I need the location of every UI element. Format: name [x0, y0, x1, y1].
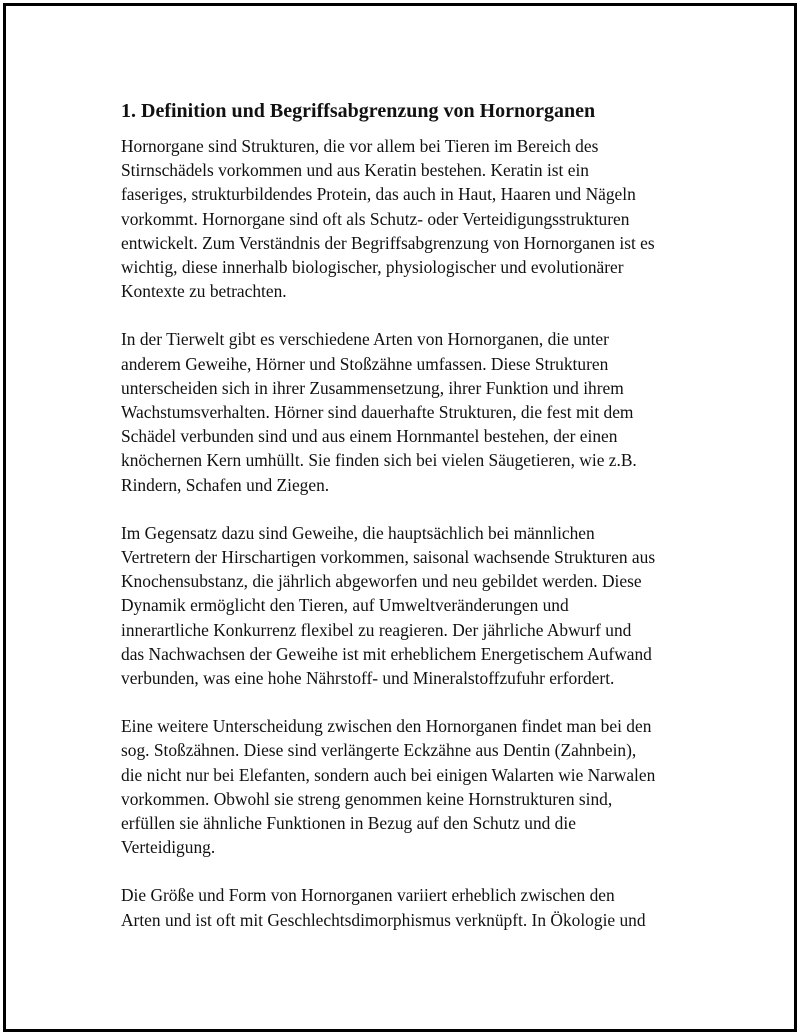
- text-line: das Nachwachsen der Geweihe ist mit erheblichem Energetischem Aufwand: [121, 643, 652, 664]
- text-line: Hornorgane sind Strukturen, die vor allem bei Tieren im Bereich des: [121, 136, 599, 156]
- paragraph-1: [121, 134, 701, 303]
- text-line: die nicht nur bei Elefanten, sondern auch bei einigen Walarten wie Narwalen: [121, 764, 656, 785]
- text-line: entwickelt. Zum Verständnis der Begriffsabgrenzung von Hornorganen ist es: [121, 232, 655, 253]
- text-line: Rindern, Schafen und Ziegen.: [121, 474, 330, 495]
- paragraph-4: [121, 714, 701, 859]
- text-line: vorkommt. Hornorgane sind oft als Schutz- oder Verteidigungsstrukturen: [121, 208, 630, 229]
- text-line: knöchernen Kern umhüllt. Sie finden sich bei vielen Säugetieren, wie z.B.: [121, 450, 637, 471]
- text-line: vorkommen. Obwohl sie streng genommen keine Hornstrukturen sind,: [121, 788, 613, 809]
- text-line: innerartliche Konkurrenz flexibel zu reagieren. Der jährliche Abwurf und: [121, 619, 632, 640]
- text-line: anderem Geweihe, Hörner und Stoßzähne umfassen. Diese Strukturen: [121, 353, 609, 374]
- text-line: Arten und ist oft mit Geschlechtsdimorphismus verknüpft. In Ökologie und: [121, 909, 646, 930]
- text-line: Eine weitere Unterscheidung zwischen den Hornorganen findet man bei den: [121, 716, 652, 737]
- text-line: faseriges, strukturbildendes Protein, das auch in Haut, Haaren und Nägeln: [121, 184, 636, 205]
- text-line: erfüllen sie ähnliche Funktionen in Bezug auf den Schutz und die: [121, 813, 576, 834]
- paragraph-5: [121, 883, 701, 931]
- text-line: Verteidigung.: [121, 837, 216, 858]
- text-line: unterscheiden sich in ihrer Zusammensetzung, ihrer Funktion und ihrem: [121, 377, 624, 398]
- paragraph-3: [121, 521, 701, 690]
- text-line: verbunden, was eine hohe Nährstoff- und Mineralstoffzufuhr erfordert.: [121, 668, 615, 689]
- text-line: wichtig, diese innerhalb biologischer, physiologischer und evolutionärer: [121, 257, 624, 278]
- text-line: Wachstumsverhalten. Hörner sind dauerhafte Strukturen, die fest mit dem: [121, 402, 634, 423]
- text-line: sog. Stoßzähnen. Diese sind verlängerte Eckzähne aus Dentin (Zahnbein),: [121, 740, 637, 761]
- text-line: Vertretern der Hirschartigen vorkommen, saisonal wachsende Strukturen aus: [121, 547, 656, 568]
- text-line: Kontexte zu betrachten.: [121, 281, 287, 302]
- document-body: [121, 98, 701, 956]
- text-line: Stirnschädels vorkommen und aus Keratin bestehen. Keratin ist ein: [121, 160, 589, 181]
- text-line: Im Gegensatz dazu sind Geweihe, die hauptsächlich bei männlichen: [121, 522, 595, 543]
- text-line: Dynamik ermöglicht den Tieren, auf Umweltveränderungen und: [121, 595, 569, 616]
- text-line: Die Größe und Form von Hornorganen variiert erheblich zwischen den: [121, 885, 615, 906]
- text-line: Knochensubstanz, die jährlich abgeworfen und neu gebildet werden. Diese: [121, 571, 642, 592]
- paragraph-2: [121, 327, 701, 496]
- document-page: [3, 3, 797, 1032]
- section-heading: 1. Definition und Begriffsabgrenzung von Hornorganen: [121, 100, 596, 122]
- text-line: In der Tierwelt gibt es verschiedene Arten von Hornorganen, die unter: [121, 329, 609, 350]
- text-line: Schädel verbunden sind und aus einem Hornmantel bestehen, der einen: [121, 426, 618, 447]
